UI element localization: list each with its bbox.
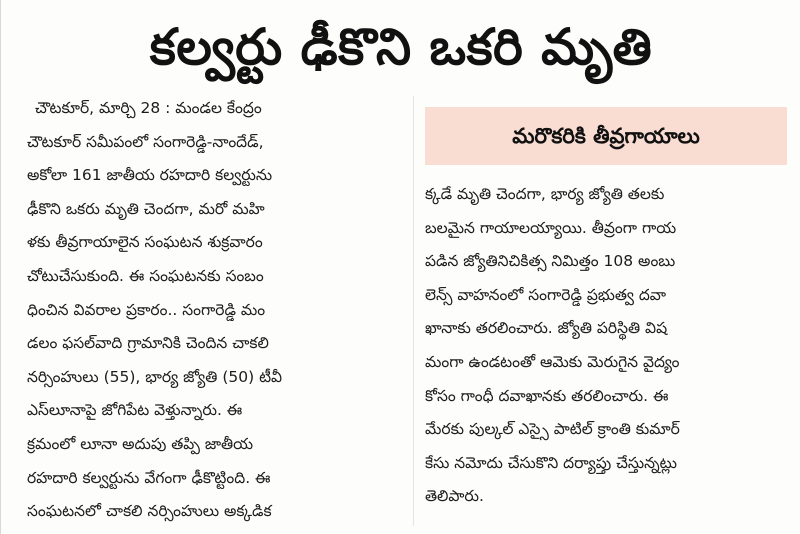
headline: కల్వర్టు ఢీకొని ఒకరి మృతి xyxy=(149,18,653,76)
body-line: చౌటకూర్ సమీపంలో సంగారెడ్డి-నాందేడ్, xyxy=(27,132,264,151)
article-column-right-body xyxy=(425,178,793,514)
body-line: క్రమంలో లూనా అదుపు తప్పి జాతీయ xyxy=(27,434,254,453)
body-line: నర్సింహులు (55), భార్య జ్యోతి (50) టీవీ xyxy=(27,367,283,386)
body-line: మేరకు పుల్కల్ ఎస్సై పాటిల్ క్రాంతి కుమార్ xyxy=(425,420,680,439)
body-line: లెన్స్ వాహనంలో సంగారెడ్డి ప్రభుత్వ దవా xyxy=(425,285,667,304)
body-line: సంఘటనలో చాకలి నర్సింహులు అక్కడిక xyxy=(27,502,272,521)
body-line: బలమైన గాయాలయ్యాయి. తీవ్రంగా గాయ xyxy=(425,218,677,237)
body-line: డలం ఫసల్‌వాది గ్రామానికి చెందిన చాకలి xyxy=(27,334,269,353)
body-line: చోటుచేసుకుంది. ఈ సంఘటనకు సంబం xyxy=(27,266,264,285)
body-line: క్కడే మృతి చెందగా, భార్య జ్యోతి తలకు xyxy=(425,185,665,203)
body-line: కేసు నమోదు చేసుకొని దర్యాప్తు చేస్తున్నట్లు xyxy=(425,453,677,472)
body-line: ఖానాకు తరలించారు. జ్యోతి పరిస్థితి విష xyxy=(425,319,668,338)
column-divider xyxy=(413,96,414,526)
body-line: తెలిపారు. xyxy=(425,487,484,506)
body-line: అకోలా 161 జాతీయ రహదారి కల్వర్టును xyxy=(27,166,273,185)
body-line: ధించిన వివరాల ప్రకారం.. సంగారెడ్డి మం xyxy=(27,300,266,319)
body-line: మంగా ఉండటంతో ఆమెకు మెరుగైన వైద్యం xyxy=(425,352,680,371)
body-line: ఎస్‌లూనాపై జోగిపేట వెళ్తున్నారు. ఈ xyxy=(27,401,243,420)
body-line: రహదారి కల్వర్టును వేగంగా ఢీకొట్టింది. ఈ xyxy=(27,468,271,487)
article-column-left xyxy=(27,92,405,528)
article-column-right xyxy=(425,92,793,528)
subheading-box: మరొకరికి తీవ్రగాయాలు xyxy=(425,107,787,165)
body-line: పడిన జ్యోతినిచికిత్స నిమిత్తం 108 అంబు xyxy=(425,252,676,271)
body-line: చౌటకూర్, మార్చి 28 : మండల కేంద్రం xyxy=(35,99,262,117)
body-line: ఢీకొని ఒకరు మృతి చెందగా, మరో మహి xyxy=(27,199,265,218)
body-line: కోసం గాంధీ దవాఖానకు తరలించారు. ఈ xyxy=(425,386,669,405)
body-line: ళకు తీవ్రగాయాలైన సంఘటన శుక్రవారం xyxy=(27,233,263,252)
